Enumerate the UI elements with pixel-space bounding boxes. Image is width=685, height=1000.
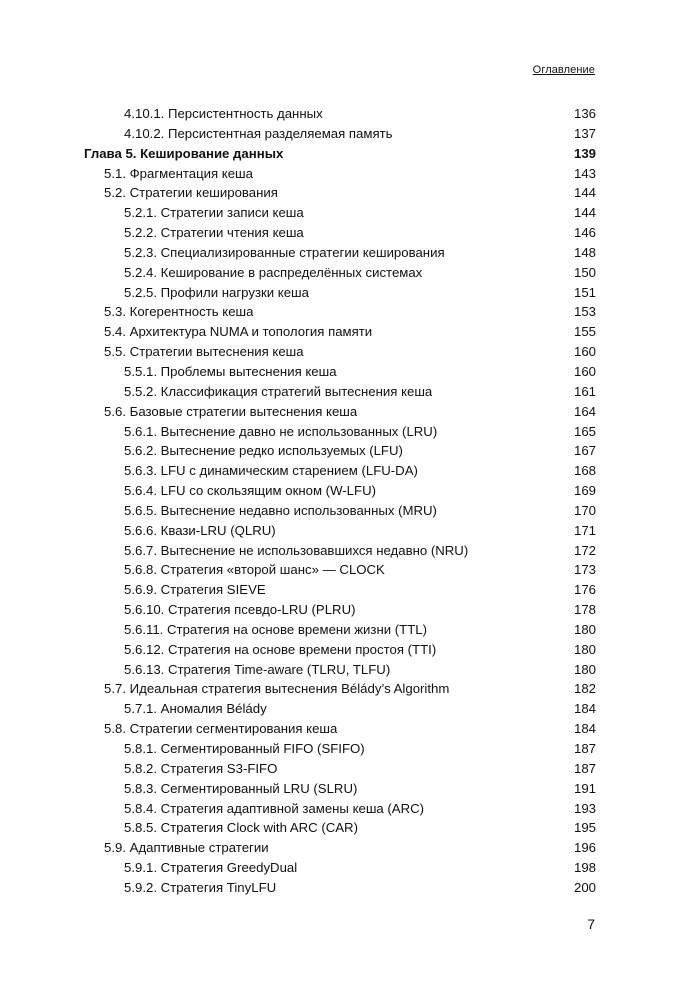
toc-entry-page: 168: [573, 463, 596, 479]
toc-entry[interactable]: [84, 422, 596, 442]
table-of-contents: [84, 104, 596, 898]
toc-entry[interactable]: [84, 560, 596, 580]
toc-entry-page: 198: [573, 860, 596, 876]
toc-entry-title: 5.4. Архитектура NUMA и топология памяти: [104, 324, 373, 340]
toc-entry-page: 193: [573, 800, 596, 816]
toc-entry-page: 161: [573, 383, 596, 399]
toc-entry[interactable]: [84, 481, 596, 501]
toc-entry-title: 5.8.3. Сегментированный LRU (SLRU): [124, 780, 358, 796]
toc-entry[interactable]: [84, 799, 596, 819]
toc-entry-page: 171: [573, 522, 596, 538]
toc-entry-title: 5.3. Когерентность кеша: [104, 304, 254, 320]
toc-entry-title: 5.9.2. Стратегия TinyLFU: [124, 879, 277, 895]
toc-entry[interactable]: [84, 779, 596, 799]
toc-entry[interactable]: [84, 362, 596, 382]
page-number: 7: [587, 916, 595, 932]
toc-entry-page: 167: [573, 443, 596, 459]
toc-entry[interactable]: [84, 402, 596, 422]
toc-entry[interactable]: [84, 382, 596, 402]
toc-entry-title: 5.6.7. Вытеснение не использовавшихся недавно (NRU): [124, 542, 469, 558]
toc-entry[interactable]: [84, 164, 596, 184]
toc-entry[interactable]: [84, 541, 596, 561]
toc-entry-title: 5.8.4. Стратегия адаптивной замены кеша (ARC): [124, 800, 425, 816]
toc-entry[interactable]: [84, 739, 596, 759]
toc-entry-title: 5.2.4. Кеширование в распределённых системах: [124, 264, 423, 280]
toc-entry-page: 180: [573, 661, 596, 677]
toc-entry-page: 144: [573, 185, 596, 201]
toc-entry-title: 5.6.9. Стратегия SIEVE: [124, 582, 266, 598]
toc-entry[interactable]: [84, 620, 596, 640]
toc-entry[interactable]: [84, 858, 596, 878]
toc-entry-title: 5.6.10. Стратегия псевдо-LRU (PLRU): [124, 602, 356, 618]
toc-entry-page: 146: [573, 225, 596, 241]
toc-entry-page: 173: [573, 562, 596, 578]
toc-entry[interactable]: [84, 263, 596, 283]
toc-entry-title: 5.6.3. LFU с динамическим старением (LFU-DA): [124, 463, 418, 479]
toc-entry-title: 4.10.1. Персистентность данных: [124, 106, 323, 121]
toc-entry-page: 180: [573, 621, 596, 637]
toc-entry[interactable]: [84, 441, 596, 461]
toc-chapter-entry[interactable]: [84, 144, 596, 164]
toc-entry[interactable]: [84, 818, 596, 838]
toc-entry[interactable]: [84, 124, 596, 144]
toc-entry-page: 187: [573, 741, 596, 756]
toc-entry-title: 5.6.8. Стратегия «второй шанс» — CLOCK: [124, 562, 385, 578]
toc-entry-title: 5.5.1. Проблемы вытеснения кеша: [124, 363, 337, 379]
toc-entry[interactable]: [84, 223, 596, 243]
toc-entry[interactable]: [84, 679, 596, 699]
toc-entry-page: 143: [573, 165, 596, 181]
toc-entry[interactable]: [84, 342, 596, 362]
toc-entry-page: 180: [573, 641, 596, 657]
toc-entry-title: 5.6.2. Вытеснение редко используемых (LFU): [124, 443, 403, 459]
toc-entry[interactable]: [84, 699, 596, 719]
toc-entry-title: 5.5.2. Классификация стратегий вытеснения кеша: [124, 383, 433, 399]
toc-entry-page: 187: [573, 760, 596, 776]
toc-entry-page: 160: [573, 363, 596, 379]
toc-entry-page: 137: [573, 125, 596, 141]
toc-entry-title: 4.10.2. Персистентная разделяемая память: [124, 125, 393, 141]
toc-entry-page: 151: [573, 284, 596, 300]
toc-entry-title: 5.6.13. Стратегия Time-aware (TLRU, TLFU): [124, 661, 391, 677]
toc-entry-title: 5.6.4. LFU со скользящим окном (W-LFU): [124, 483, 376, 499]
toc-entry-page: 164: [573, 403, 596, 419]
toc-entry-title: 5.2.1. Стратегии записи кеша: [124, 205, 304, 221]
toc-entry-page: 155: [573, 324, 596, 340]
toc-entry-title: 5.9. Адаптивные стратегии: [104, 840, 269, 856]
toc-entry-title: 5.7. Идеальная стратегия вытеснения Bélády’s Algorithm: [104, 681, 450, 697]
toc-entry-title: 5.2.3. Специализированные стратегии кеширования: [124, 244, 445, 260]
toc-entry[interactable]: [84, 580, 596, 600]
toc-entry-title: 5.7.1. Аномалия Bélády: [124, 701, 267, 717]
toc-entry-page: 191: [573, 780, 596, 796]
toc-entry-title: 5.2. Стратегии кеширования: [104, 185, 278, 201]
toc-entry-title: 5.6.5. Вытеснение недавно использованных (MRU): [124, 502, 437, 518]
toc-entry-page: 148: [573, 244, 596, 260]
toc-entry-title: 5.1. Фрагментация кеша: [104, 165, 253, 181]
toc-entry[interactable]: [84, 838, 596, 858]
toc-entry[interactable]: [84, 600, 596, 620]
toc-entry-page: 153: [573, 304, 596, 320]
toc-entry-page: 182: [573, 681, 596, 697]
toc-entry[interactable]: [84, 759, 596, 779]
toc-entry-title: 5.8.5. Стратегия Clock with ARC (CAR): [124, 820, 358, 836]
toc-entry[interactable]: [84, 461, 596, 481]
toc-entry-page: 165: [573, 423, 596, 439]
toc-entry-title: 5.8.1. Сегментированный FIFO (SFIFO): [124, 741, 365, 756]
toc-entry-title: 5.5. Стратегии вытеснения кеша: [104, 344, 304, 360]
toc-entry[interactable]: [84, 104, 596, 124]
toc-entry-title: 5.6.12. Стратегия на основе времени простоя (TTI): [124, 641, 437, 657]
toc-entry-title: Глава 5. Кеширование данных: [84, 145, 284, 161]
toc-entry-page: 200: [573, 879, 596, 895]
toc-entry-title: 5.8.2. Стратегия S3-FIFO: [124, 760, 278, 776]
toc-entry-title: 5.6.11. Стратегия на основе времени жизни (TTL): [124, 621, 428, 637]
toc-entry-page: 144: [573, 205, 596, 221]
toc-entry-page: 139: [573, 145, 596, 161]
toc-entry-title: 5.2.5. Профили нагрузки кеша: [124, 284, 309, 300]
toc-entry[interactable]: [84, 640, 596, 660]
toc-entry[interactable]: [84, 283, 596, 303]
toc-entry-page: 150: [573, 264, 596, 280]
toc-entry[interactable]: [84, 322, 596, 342]
toc-entry[interactable]: [84, 501, 596, 521]
running-header: Оглавление: [532, 64, 595, 76]
toc-entry-title: 5.9.1. Стратегия GreedyDual: [124, 860, 298, 876]
toc-entry[interactable]: [84, 203, 596, 223]
toc-entry-page: 178: [573, 602, 596, 618]
toc-entry-page: 196: [573, 840, 596, 856]
toc-entry-page: 195: [573, 820, 596, 836]
toc-entry-title: 5.6.1. Вытеснение давно не использованных (LRU): [124, 423, 438, 439]
toc-entry[interactable]: [84, 302, 596, 322]
toc-entry[interactable]: [84, 521, 596, 541]
toc-entry-page: 160: [573, 344, 596, 360]
toc-entry-page: 172: [573, 542, 596, 558]
toc-entry[interactable]: [84, 878, 596, 898]
toc-entry-title: 5.6.6. Квази-LRU (QLRU): [124, 522, 276, 538]
toc-entry-page: 184: [573, 701, 596, 717]
toc-entry-page: 136: [573, 106, 596, 121]
toc-entry-title: 5.2.2. Стратегии чтения кеша: [124, 225, 304, 241]
toc-entry-title: 5.6. Базовые стратегии вытеснения кеша: [104, 403, 358, 419]
toc-entry-page: 176: [573, 582, 596, 598]
toc-entry-title: 5.8. Стратегии сегментирования кеша: [104, 721, 338, 737]
toc-entry-page: 184: [573, 721, 596, 737]
toc-entry[interactable]: [84, 243, 596, 263]
toc-entry-page: 170: [573, 502, 596, 518]
toc-entry[interactable]: [84, 183, 596, 203]
toc-entry-page: 169: [573, 483, 596, 499]
toc-entry[interactable]: [84, 660, 596, 680]
toc-entry[interactable]: [84, 719, 596, 739]
